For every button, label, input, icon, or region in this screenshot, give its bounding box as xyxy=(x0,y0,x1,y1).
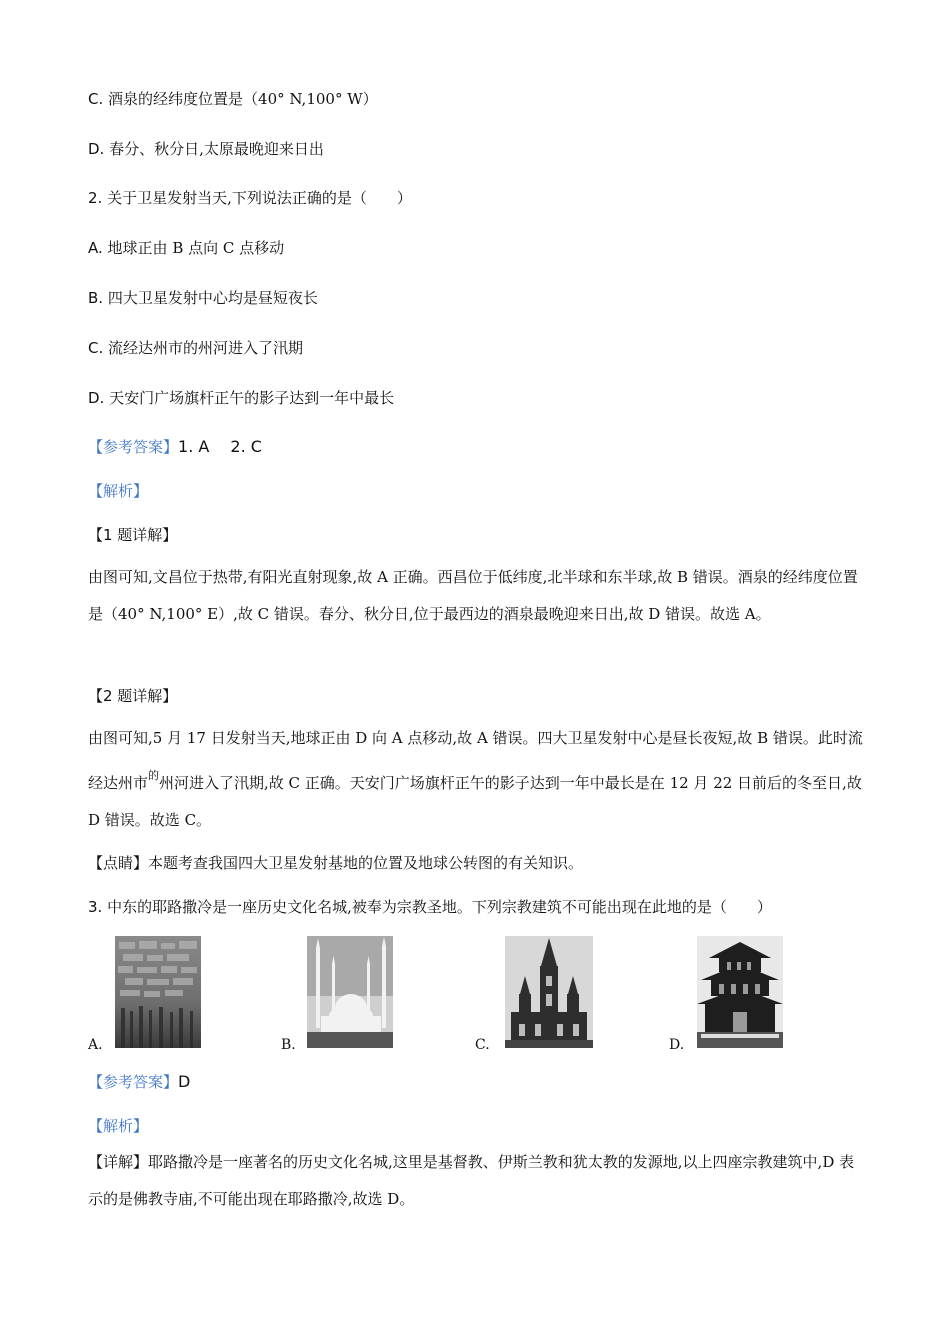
detail-2-text: 由图可知,5 月 17 日发射当天,地球正由 D 向 A 点移动,故 A 错误。四大卫星发射中心是昼长夜短,故 B 错误。此时流经达州市$^的$州河进入了汛期,故 C 正确。天安门广场旗杆正午的影子达到一年中最长是在 12 月 22 日前后的冬至日,故 D 错误。故选 C。 xyxy=(88,729,863,829)
analysis-3-text: 【详解】耶路撒冷是一座著名的历史文化名城,这里是基督教、伊斯兰教和犹太教的发源地,以上四座宗教建筑中,D 表示的是佛教寺庙,不可能出现在耶路撒冷,故选 D。 xyxy=(88,1153,855,1208)
detail-2-heading: 【2 题详解】 xyxy=(88,687,178,705)
answer-1-2: 【参考答案】1. A 2. C xyxy=(88,437,262,456)
analysis-tag: 【解析】 xyxy=(88,482,149,500)
detail-1-text: 由图可知,文昌位于热带,有阳光直射现象,故 A 正确。西昌位于低纬度,北半球和东半球,故 B 错误。酒泉的经纬度位置是（40° N,100° E）,故 C 错误。春分、秋分日,位于最西边的酒泉最晚迎来日出,故 D 错误。故选 A。 xyxy=(88,568,858,623)
q2-stem: 2. 关于卫星发射当天,下列说法正确的是（ ） xyxy=(88,189,412,207)
comment: 【点睛】本题考查我国四大卫星发射基地的位置及地球公转图的有关知识。 xyxy=(88,854,584,872)
detail-1-heading: 【1 题详解】 xyxy=(88,526,178,544)
q3-option-a-label: A. xyxy=(88,1037,103,1053)
answer-3: 【参考答案】D xyxy=(88,1072,191,1091)
church-image xyxy=(505,936,593,1048)
buddhist-temple-image xyxy=(697,936,783,1048)
mosque-image xyxy=(307,936,393,1048)
q3-option-d-label: D. xyxy=(669,1037,685,1053)
q1-option-d: D. 春分、秋分日,太原最晚迎来日出 xyxy=(88,140,324,158)
western-wall-image xyxy=(115,936,201,1048)
q3-option-c-label: C. xyxy=(475,1037,490,1053)
q2-option-b: B. 四大卫星发射中心均是昼短夜长 xyxy=(88,289,318,307)
q2-option-d: D. 天安门广场旗杆正午的影子达到一年中最长 xyxy=(88,389,395,407)
q1-option-c: C. 酒泉的经纬度位置是（40° N,100° W） xyxy=(88,90,378,108)
q2-option-a: A. 地球正由 B 点向 C 点移动 xyxy=(88,239,285,257)
q2-option-c: C. 流经达州市的州河进入了汛期 xyxy=(88,339,304,357)
q3-option-b-label: B. xyxy=(281,1037,296,1053)
q3-stem: 3. 中东的耶路撒冷是一座历史文化名城,被奉为宗教圣地。下列宗教建筑不可能出现在此地的是（ ） xyxy=(88,898,772,916)
analysis-3-tag: 【解析】 xyxy=(88,1117,149,1135)
